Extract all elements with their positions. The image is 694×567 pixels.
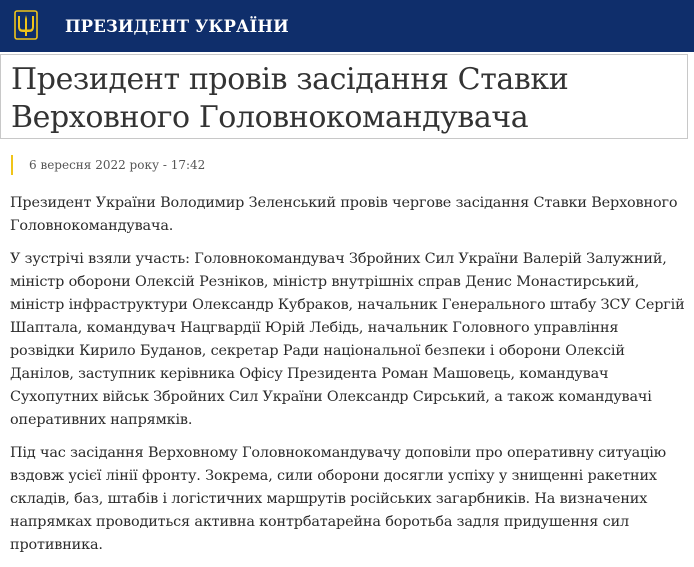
site-title-link[interactable]: ПРЕЗИДЕНТ УКРАЇНИ — [65, 16, 289, 36]
site-header — [0, 0, 694, 52]
article-body — [10, 192, 686, 567]
page-title: Президент провів засідання Ставки Верховного Головнокомандувача — [11, 62, 569, 135]
home-logo-link[interactable] — [13, 10, 39, 42]
trident-coat-of-arms-icon — [14, 10, 38, 42]
article-paragraph: Президент України Володимир Зеленський провів чергове засідання Ставки Верховного Головнокомандувача. — [10, 195, 678, 234]
article-paragraph: У зустрічі взяли участь: Головнокомандувач Збройних Сил України Валерій Залужний, міністр оборони Олексій Резніков, міністр внутрішніх справ Денис Монастирський, міністр інфраструктури Олександр Кубраков, начальник Генерального штабу ЗСУ Сергій Шаптала, командувач Нацгвардії Юрій Лебідь, начальник Головного управління розвідки Кирило Буданов, секретар Ради національної безпеки і оборони Олексій Данілов, заступник керівника Офісу Президента Роман Машовець, командувач Сухопутних військ Збройних Сил України Олександр Сирський, а також командувачі оперативних напрямків. — [10, 251, 685, 428]
title-panel — [0, 54, 688, 139]
publication-date: 6 вересня 2022 року - 17:42 — [11, 155, 205, 175]
article-paragraph: Під час засідання Верховному Головнокомандувачу доповіли про оперативну ситуацію вздовж усієї лінії фронту. Зокрема, сили оборони досягли успіху у знищенні ракетних складів, баз, штабів і логістичних маршрутів російських загарбників. На визначених напрямках проводиться активна контрбатарейна боротьба задля придушення сил противника. — [10, 445, 667, 553]
